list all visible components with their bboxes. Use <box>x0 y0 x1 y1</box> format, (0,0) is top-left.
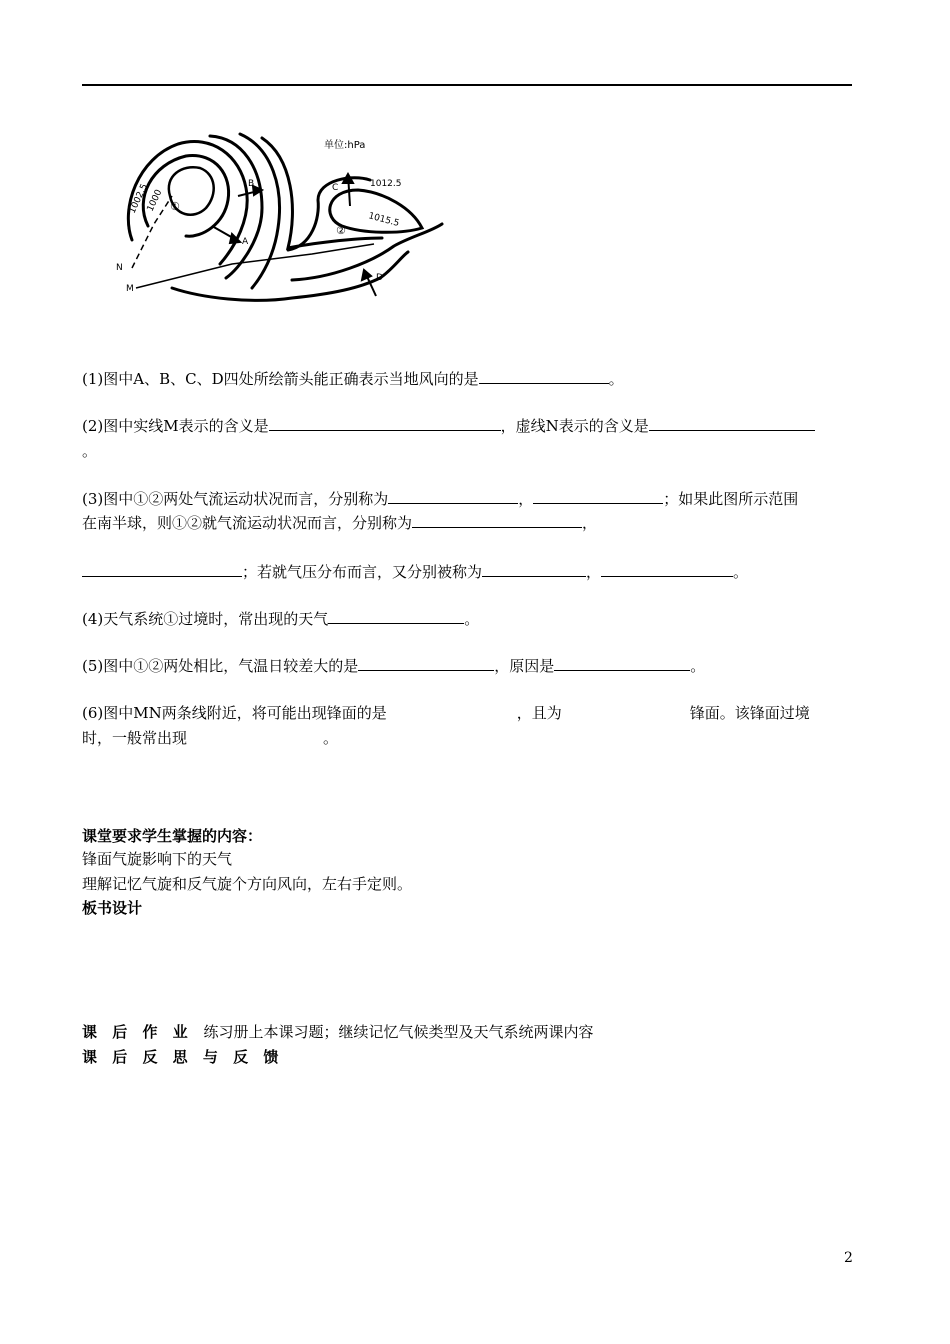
answer-blank-q3-5[interactable] <box>482 561 586 577</box>
answer-blank-q3-3[interactable] <box>412 512 582 528</box>
question-4 <box>82 608 852 630</box>
answer-blank-q3-6[interactable] <box>601 561 733 577</box>
question-3-cont2 <box>82 561 852 583</box>
question-3-end: 。 <box>733 563 749 581</box>
question-6-text-d: 时，一般常出现 <box>82 729 188 747</box>
answer-blank-q5-2[interactable] <box>554 655 690 671</box>
question-6-text-b: ，且为 <box>516 704 562 722</box>
line-label-n: N <box>116 263 123 273</box>
question-3-text-a: (3)图中①②两处气流运动状况而言，分别称为 <box>82 490 389 508</box>
question-3-sep3: ， <box>586 563 602 581</box>
isobar-map <box>112 128 452 316</box>
question-6-cont <box>82 727 852 749</box>
answer-blank-q3-4[interactable] <box>82 561 242 577</box>
question-1-text: (1)图中A、B、C、D四处所绘箭头能正确表示当地风向的是 <box>82 370 479 388</box>
point-label-c: C <box>332 183 339 193</box>
question-5-text-b: ，原因是 <box>494 657 555 675</box>
homework-line <box>82 1021 852 1043</box>
page-number: 2 <box>844 1250 853 1266</box>
unit-label: 单位:hPa <box>324 140 366 151</box>
isobar-label-1000: 1000 <box>145 188 165 214</box>
center-label-1: ① <box>170 200 180 213</box>
question-3-text-d: ；若就气压分布而言，又分别被称为 <box>242 563 483 581</box>
question-5-end: 。 <box>690 657 706 675</box>
question-3 <box>82 488 852 510</box>
homework-text: 练习册上本课习题；继续记忆气候类型及天气系统两课内容 <box>203 1023 594 1041</box>
question-3-sep2: ， <box>582 514 598 532</box>
question-3-cont <box>82 512 852 534</box>
question-6-end: 。 <box>323 729 339 747</box>
question-3-text-c: 在南半球，则①②就气流运动状况而言，分别称为 <box>82 514 413 532</box>
point-label-d: D <box>376 273 383 283</box>
answer-blank-q2-m[interactable] <box>269 415 501 431</box>
question-2-cont <box>82 440 852 462</box>
line-label-m: M <box>126 284 134 294</box>
question-6-text-a: (6)图中MN两条线附近，将可能出现锋面的是 <box>82 704 387 722</box>
answer-blank-q3-2[interactable] <box>533 488 663 504</box>
requirements-heading: 课堂要求学生掌握的内容： <box>82 827 263 845</box>
isobar-label-1012: 1012.5 <box>370 179 402 189</box>
question-6 <box>82 702 852 724</box>
question-2-text-b: ，虚线N表示的含义是 <box>500 417 649 435</box>
question-4-text: (4)天气系统①过境时，常出现的天气 <box>82 610 329 628</box>
question-4-end: 。 <box>464 610 480 628</box>
answer-blank-q5-1[interactable] <box>358 655 494 671</box>
question-5 <box>82 655 852 677</box>
board-design-heading: 板书设计 <box>82 899 143 917</box>
question-2 <box>82 415 852 437</box>
question-6-text-c: 锋面。该锋面过境 <box>689 704 810 722</box>
question-5-text-a: (5)图中①②两处相比，气温日较差大的是 <box>82 657 359 675</box>
requirement-item-1: 锋面气旋影响下的天气 <box>82 850 233 868</box>
question-3-text-b: ；如果此图所示范围 <box>663 490 799 508</box>
question-1 <box>82 368 852 390</box>
point-label-b: B <box>248 179 255 189</box>
point-label-a: A <box>242 237 249 247</box>
header-rule <box>82 84 852 86</box>
isobar-map-figure <box>112 128 452 316</box>
answer-blank-q2-n[interactable] <box>649 415 815 431</box>
homework-label: 课 后 作 业 <box>82 1023 193 1041</box>
answer-blank-q1[interactable] <box>479 368 609 384</box>
answer-blank-q4[interactable] <box>328 608 464 624</box>
question-2-end: 。 <box>82 442 98 460</box>
question-1-end: 。 <box>608 370 624 388</box>
isobar-label-1002: 1002.5 <box>127 182 151 216</box>
reflection-label: 课 后 反 思 与 反 馈 <box>82 1048 284 1066</box>
answer-blank-q3-1[interactable] <box>388 488 518 504</box>
isobar-label-1015: 1015.5 <box>367 211 401 230</box>
center-label-2: ② <box>336 224 346 237</box>
question-3-sep1: ， <box>518 490 534 508</box>
question-2-text-a: (2)图中实线M表示的含义是 <box>82 417 269 435</box>
requirement-item-2: 理解记忆气旋和反气旋个方向风向，左右手定则。 <box>82 875 413 893</box>
